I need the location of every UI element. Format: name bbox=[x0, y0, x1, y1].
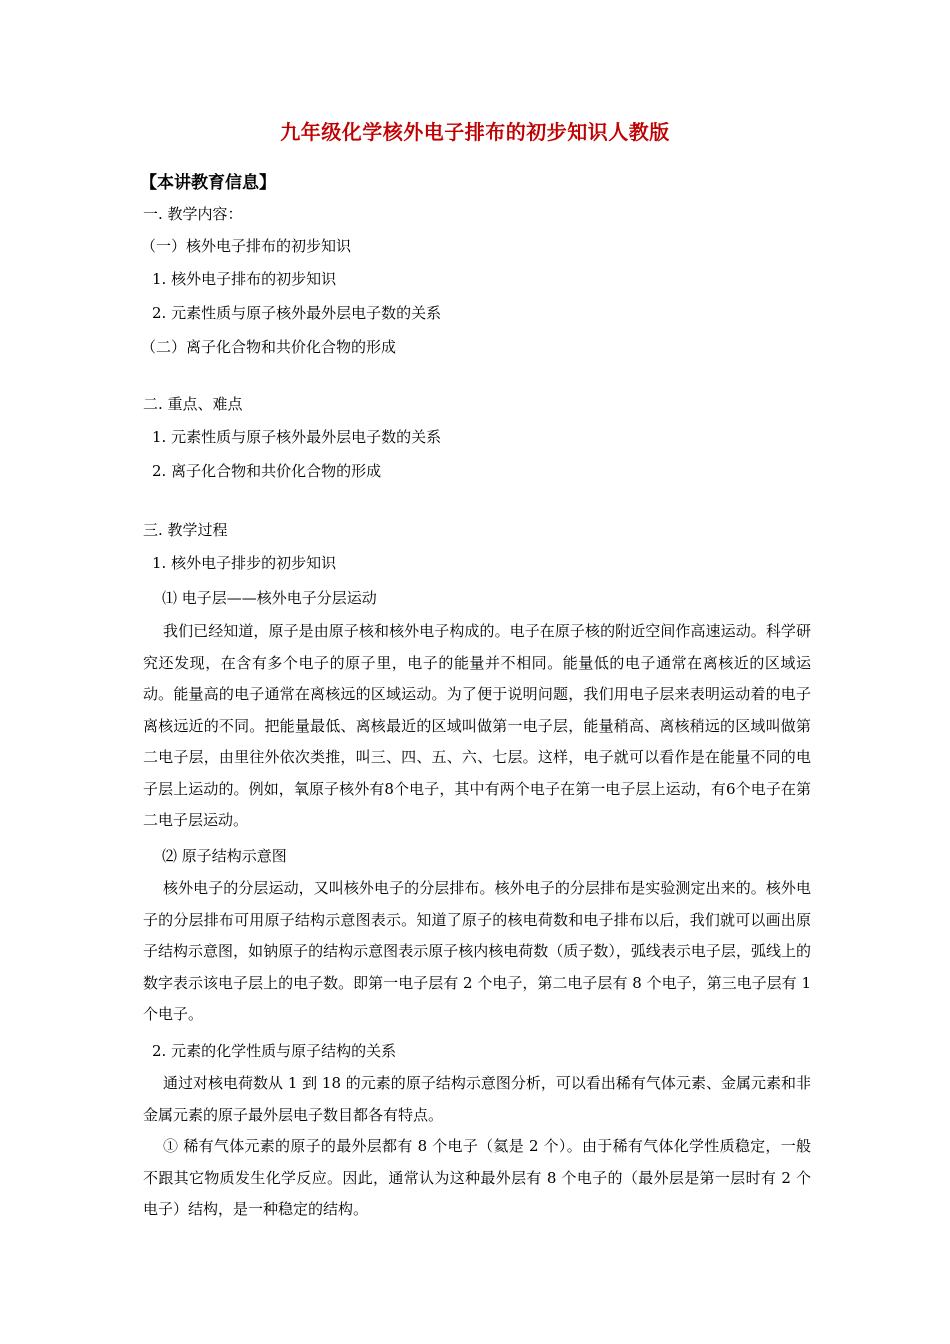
part1-item2: 2. 元素性质与原子核外最外层电子数的关系 bbox=[152, 304, 442, 322]
part3-heading: 三. 教学过程 bbox=[143, 521, 228, 539]
part3-sub2: ⑵ 原子结构示意图 bbox=[162, 847, 287, 865]
section-header: 【本讲教育信息】 bbox=[140, 173, 276, 193]
part2-item2: 2. 离子化合物和共价化合物的形成 bbox=[152, 462, 382, 480]
part1-sub1: （一）核外电子排布的初步知识 bbox=[141, 237, 352, 255]
part3-item2: 2. 元素的化学性质与原子结构的关系 bbox=[152, 1042, 397, 1060]
part3-para4: ① 稀有气体元素的原子的最外层都有 8 个电子（氦是 2 个）。由于稀有气体化学性质稳定，一般不跟其它物质发生化学反应。因此，通常认为这种最外层有 8 个电子的（最外层是第一层时有 2 个电子）结构，是一种稳定的结构。 bbox=[143, 1137, 811, 1218]
part3-para3: 通过对核电荷数从 1 到 18 的元素的原子结构示意图分析，可以看出稀有气体元素、金属元素和非金属元素的原子最外层电子数目都各有特点。 bbox=[143, 1074, 811, 1124]
part3-para1: 我们已经知道，原子是由原子核和核外电子构成的。电子在原子核的附近空间作高速运动。科学研究还发现，在含有多个电子的原子里，电子的能量并不相同。能量低的电子通常在离核近的区域运动。能量高的电子通常在离核远的区域运动。为了便于说明问题，我们用电子层来表明运动着的电子离核远近的不同。把能量最低、离核最近的区域叫做第一电子层，能量稍高、离核稍远的区域叫做第二电子层，由里往外依次类推，叫三、四、五、六、七层。这样，电子就可以看作是在能量不同的电子层上运动的。例如，氧原子核外有8个电子，其中有两个电子在第一电子层上运动，有6个电子在第二电子层运动。 bbox=[143, 622, 811, 829]
part1-heading: 一. 教学内容： bbox=[143, 205, 243, 223]
document-title: 九年级化学核外电子排布的初步知识人教版 bbox=[280, 120, 670, 144]
part1-item1: 1. 核外电子排布的初步知识 bbox=[152, 270, 337, 288]
part2-heading: 二. 重点、难点 bbox=[143, 395, 243, 413]
part3-sub1: ⑴ 电子层——核外电子分层运动 bbox=[162, 589, 377, 607]
part3-item1: 1. 核外电子排步的初步知识 bbox=[152, 554, 337, 572]
part2-item1: 1. 元素性质与原子核外最外层电子数的关系 bbox=[152, 428, 442, 446]
part1-sub2: （二）离子化合物和共价化合物的形成 bbox=[141, 338, 397, 356]
part3-para2: 核外电子的分层运动，又叫核外电子的分层排布。核外电子的分层排布是实验测定出来的。核外电子的分层排布可用原子结构示意图表示。知道了原子的核电荷数和电子排布以后，我们就可以画出原子结构示意图，如钠原子的结构示意图表示原子核内核电荷数（质子数），弧线表示电子层，弧线上的数字表示该电子层上的电子数。即第一电子层有 2 个电子，第二电子层有 8 个电子，第三电子层有 1 个电子。 bbox=[143, 879, 811, 1023]
